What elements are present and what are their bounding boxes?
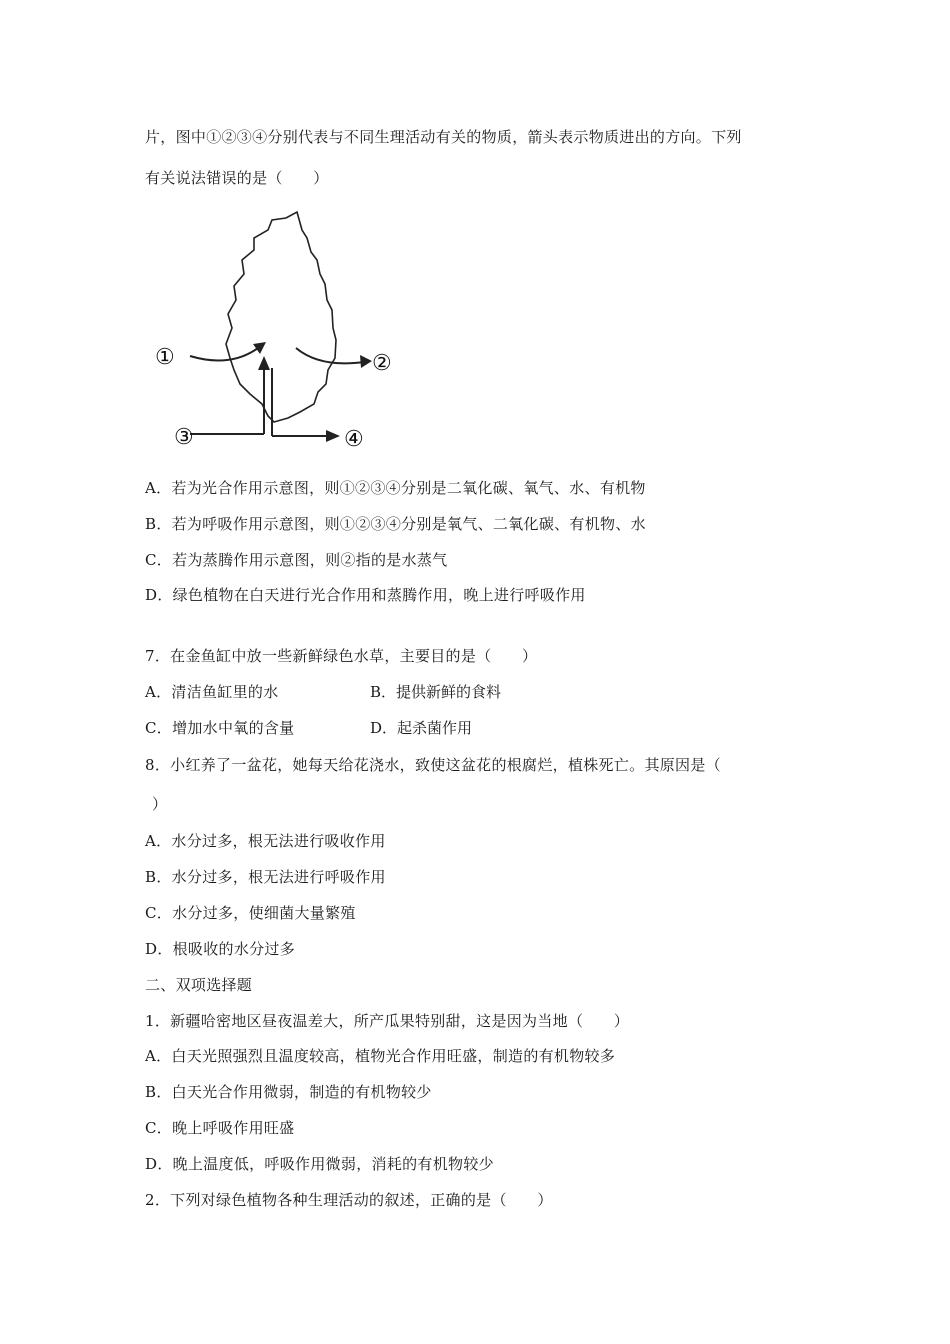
leaf-outline	[226, 212, 336, 422]
q6-option-d: D．绿色植物在白天进行光合作用和蒸腾作用，晚上进行呼吸作用	[145, 586, 586, 604]
arrow-1-head	[253, 342, 266, 354]
leaf-diagram	[150, 208, 400, 453]
q8-option-c: C．水分过多，使细菌大量繁殖	[145, 904, 356, 922]
s2q1-stem: 1．新疆哈密地区昼夜温差大，所产瓜果特别甜，这是因为当地（ ）	[145, 1012, 630, 1030]
q8-stem-line2: ）	[152, 795, 168, 813]
q6-option-a: A．若为光合作用示意图，则①②③④分别是二氧化碳、氧气、水、有机物	[145, 479, 646, 497]
q6-stem-line1: 片，图中①②③④分别代表与不同生理活动有关的物质，箭头表示物质进出的方向。下列	[145, 128, 742, 146]
label-4: ④	[344, 427, 364, 452]
arrow-1	[190, 348, 258, 361]
q7-stem: 7．在金鱼缸中放一些新鲜绿色水草，主要目的是（ ）	[145, 647, 538, 665]
label-3: ③	[174, 425, 194, 450]
arrow-2-head	[360, 355, 372, 368]
label-2: ②	[372, 351, 392, 376]
arrow-2	[296, 348, 364, 363]
arrow-3-head	[258, 356, 270, 370]
q8-stem-line1: 8．小红养了一盆花，她每天给花浇水，致使这盆花的根腐烂，植株死亡。其原因是（	[145, 756, 721, 774]
s2q1-option-b: B．白天光合作用微弱，制造的有机物较少	[145, 1083, 432, 1101]
s2q1-option-a: A．白天光照强烈且温度较高，植物光合作用旺盛，制造的有机物较多	[145, 1047, 616, 1065]
q8-option-b: B．水分过多，根无法进行呼吸作用	[145, 868, 386, 886]
q8-option-d: D．根吸收的水分过多	[145, 940, 296, 958]
q6-option-c: C．若为蒸腾作用示意图，则②指的是水蒸气	[145, 551, 448, 569]
arrow-4-head	[326, 430, 340, 442]
q7-option-d: D．起杀菌作用	[370, 719, 473, 737]
s2q1-option-c: C．晚上呼吸作用旺盛	[145, 1119, 295, 1137]
q8-option-a: A．水分过多，根无法进行吸收作用	[145, 832, 386, 850]
q7-option-b: B．提供新鲜的食料	[370, 683, 502, 701]
s2q2-stem: 2．下列对绿色植物各种生理活动的叙述，正确的是（ ）	[145, 1191, 553, 1209]
s2q1-option-d: D．晚上温度低，呼吸作用微弱，消耗的有机物较少	[145, 1155, 494, 1173]
q6-stem-line2: 有关说法错误的是（ ）	[145, 169, 329, 187]
q7-option-c: C．增加水中氧的含量	[145, 719, 295, 737]
q6-option-b: B．若为呼吸作用示意图，则①②③④分别是氧气、二氧化碳、有机物、水	[145, 515, 646, 533]
label-1: ①	[155, 345, 175, 370]
q7-option-a: A．清洁鱼缸里的水	[145, 683, 279, 701]
section-heading: 二、双项选择题	[145, 976, 253, 994]
